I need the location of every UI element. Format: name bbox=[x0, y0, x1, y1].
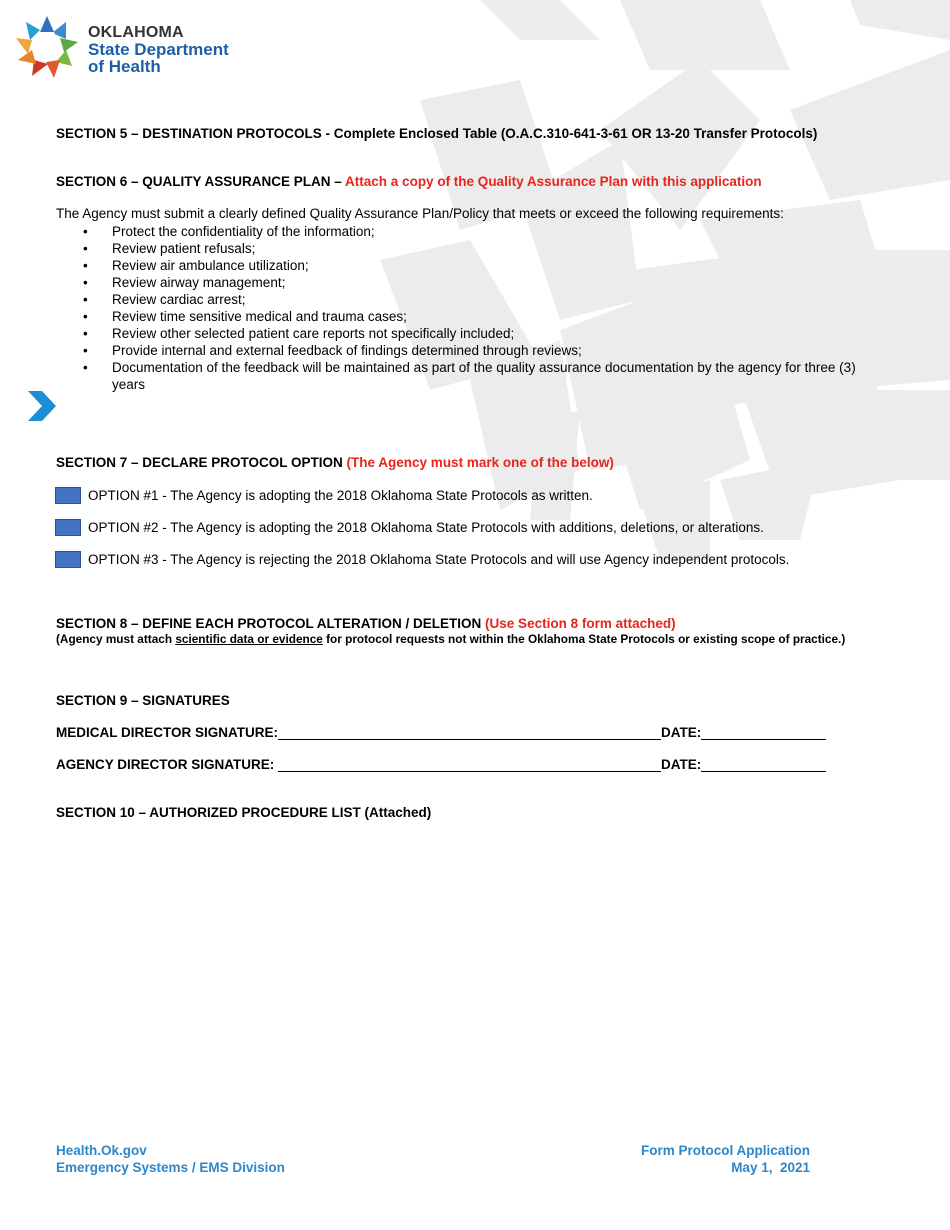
medical-director-signature-row bbox=[56, 725, 826, 740]
agency-director-signature-field[interactable] bbox=[278, 758, 661, 772]
section6-note: Attach a copy of the Quality Assurance Plan with this application bbox=[345, 174, 762, 189]
list-item: • Review cardiac arrest; bbox=[56, 291, 886, 308]
option-2-checkbox[interactable] bbox=[55, 519, 81, 536]
section6-header bbox=[56, 174, 762, 189]
list-item: • Review time sensitive medical and trauma cases; bbox=[56, 308, 886, 325]
option-1-checkbox[interactable] bbox=[55, 487, 81, 504]
section9-title: SECTION 9 – SIGNATURES bbox=[56, 693, 230, 708]
logo-line1: OKLAHOMA bbox=[88, 24, 184, 41]
qa-requirements-list bbox=[56, 223, 886, 393]
list-item: • Documentation of the feedback will be maintained as part of the quality assurance documentation by the agency for three (3) years bbox=[56, 359, 886, 393]
section5-title: SECTION 5 – DESTINATION PROTOCOLS - Complete Enclosed Table (O.A.C.310-641-3-61 OR 13-20 Transfer Protocols) bbox=[56, 126, 818, 141]
list-item: • Provide internal and external feedback of findings determined through reviews; bbox=[56, 342, 886, 359]
list-item: • Review air ambulance utilization; bbox=[56, 257, 886, 274]
footer-left bbox=[56, 1142, 285, 1176]
agency-director-signature-label: AGENCY DIRECTOR SIGNATURE: bbox=[56, 757, 279, 772]
footer-division: Emergency Systems / EMS Division bbox=[56, 1160, 285, 1175]
section8-title: SECTION 8 – DEFINE EACH PROTOCOL ALTERATION / DELETION bbox=[56, 616, 486, 631]
footer-form-name: Form Protocol Application bbox=[640, 1143, 810, 1158]
option-1 bbox=[55, 487, 593, 504]
list-item: • Protect the confidentiality of the information; bbox=[56, 223, 886, 240]
logo-line2: State Department bbox=[88, 40, 229, 59]
medical-date-label: DATE: bbox=[661, 725, 702, 740]
option-3-label: OPTION #3 - The Agency is rejecting the 2018 Oklahoma State Protocols and will use Agency independent protocols. bbox=[88, 552, 790, 567]
medical-director-signature-field[interactable] bbox=[278, 726, 661, 740]
option-2 bbox=[55, 519, 764, 536]
agency-date-field[interactable] bbox=[701, 758, 826, 772]
section7-title: SECTION 7 – DECLARE PROTOCOL OPTION bbox=[56, 455, 347, 470]
option-2-label: OPTION #2 - The Agency is adopting the 2018 Oklahoma State Protocols with additions, deletions, or alterations. bbox=[88, 520, 764, 535]
medical-date-field[interactable] bbox=[701, 726, 826, 740]
agency-director-signature-row bbox=[56, 757, 826, 772]
section8-note: (Use Section 8 form attached) bbox=[485, 616, 676, 631]
section6-title: SECTION 6 – QUALITY ASSURANCE PLAN – bbox=[56, 174, 346, 189]
section8-header bbox=[56, 616, 676, 631]
ok-star-logo-icon bbox=[14, 14, 80, 80]
section6-intro: The Agency must submit a clearly defined Quality Assurance Plan/Policy that meets or exceed the following requirements: bbox=[56, 206, 784, 221]
footer-right bbox=[641, 1142, 810, 1176]
section7-header bbox=[56, 455, 614, 470]
agency-date-label: DATE: bbox=[661, 757, 702, 772]
section10-title: SECTION 10 – AUTHORIZED PROCEDURE LIST (Attached) bbox=[56, 805, 432, 820]
section7-note: (The Agency must mark one of the below) bbox=[346, 455, 614, 470]
footer-date: May 1, 2021 bbox=[731, 1160, 810, 1175]
chevron-right-icon bbox=[28, 391, 56, 421]
medical-director-signature-label: MEDICAL DIRECTOR SIGNATURE: bbox=[56, 725, 279, 740]
footer-website: Health.Ok.gov bbox=[56, 1143, 147, 1158]
section8-sub-post: for protocol requests not within the Oklahoma State Protocols or existing scope of practice.) bbox=[322, 632, 846, 646]
logo bbox=[14, 14, 254, 84]
option-3 bbox=[55, 551, 789, 568]
section8-subtext bbox=[56, 632, 845, 646]
section8-sub-underlined: scientific data or evidence bbox=[175, 632, 323, 646]
list-item: • Review airway management; bbox=[56, 274, 886, 291]
list-item: • Review patient refusals; bbox=[56, 240, 886, 257]
section8-sub-pre: (Agency must attach bbox=[56, 632, 176, 646]
logo-line3: of Health bbox=[88, 57, 161, 76]
option-1-label: OPTION #1 - The Agency is adopting the 2018 Oklahoma State Protocols as written. bbox=[88, 488, 593, 503]
list-item: • Review other selected patient care reports not specifically included; bbox=[56, 325, 886, 342]
option-3-checkbox[interactable] bbox=[55, 551, 81, 568]
